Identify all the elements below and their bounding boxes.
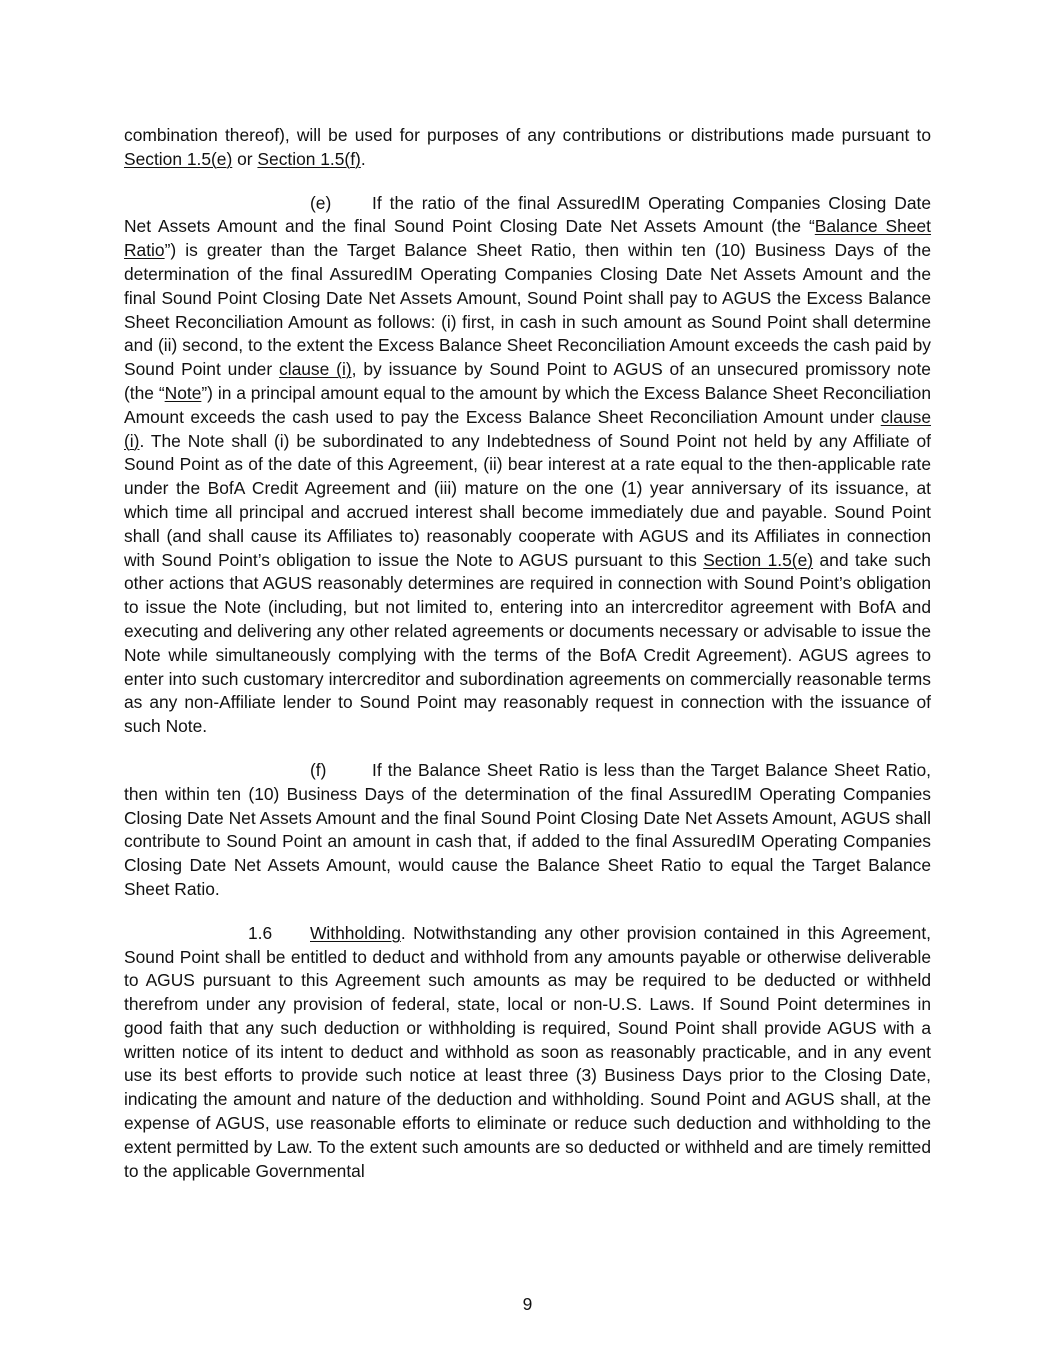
section-reference-1-5e: Section 1.5(e) [124, 148, 233, 169]
clause-reference-i: clause (i) [279, 359, 352, 380]
document-page [124, 124, 931, 1203]
paragraph-text: . [360, 148, 366, 169]
section-reference-1-5e: Section 1.5(e) [703, 549, 814, 570]
paragraph-text: ”) in a principal amount equal to the amount by which the Excess Balance Sheet Reconciliation Amount exceeds the cash used to pay the Excess Balance Sheet Reconciliation Amount under [124, 382, 931, 427]
paragraph-label-e: (e) [310, 192, 332, 213]
paragraph-text: If the ratio of the final AssuredIM Operating Companies Closing Date Net Assets Amount and the final Sound Point Closing Date Net Assets Amount (the “ [124, 192, 931, 237]
paragraph-text: , by issuance by Sound Point to AGUS of an unsecured promissory note (the “ [124, 359, 931, 403]
paragraph-text: . The Note shall (i) be subordinated to any Indebtedness of Sound Point not held by any Affiliate of Sound Point as of the date of this Agreement, (ii) bear interest at a rate equal to the then-applicable rate under the BofA Credit Agreement and (iii) mature on the one (1) year anniversary of its issuance, at which time all principal and accrued interest shall become immediately due and payable. Sound Point shall (and shall cause its Affiliates to) reasonably cooperate with AGUS and its Affiliates in connection with Sound Point’s obligation to issue the Note to AGUS pursuant to this [124, 430, 931, 570]
paragraph-text: and take such other actions that AGUS reasonably determines are required in connection with Sound Point’s obligation to issue the Note (including, but not limited to, entering into an intercreditor agreement with BofA and executing and delivering any other related agreements or documents necessary or advisable to issue the Note while simultaneously complying with the terms of the BofA Credit Agreement). AGUS agrees to enter into such customary intercreditor and subordination agreements on commercially reasonable terms as any non-Affiliate lender to Sound Point may reasonably request in connection with the issuance of such Note. [124, 549, 931, 737]
paragraph-text: ”) is greater than the Target Balance Sheet Ratio, then within ten (10) Business Days of the determination of the final AssuredIM Operating Companies Closing Date Net Assets Amount and the final Sound Point Closing Date Net Assets Amount, Sound Point shall pay to AGUS the Excess Balance Sheet Reconciliation Amount as follows: (i) first, in cash in such amount as Sound Point shall determine and (ii) second, to the extent the Excess Balance Sheet Reconciliation Amount exceeds the cash paid by Sound Point under [124, 240, 931, 380]
paragraph-text: If the Balance Sheet Ratio is less than the Target Balance Sheet Ratio, then within ten (10) Business Days of the determination of the final AssuredIM Operating Companies Closing Date Net Assets Amount and the final Sound Point Closing Date Net Assets Amount, AGUS shall contribute to Sound Point an amount in cash that, if added to the final AssuredIM Operating Companies Closing Date Net Assets Amount, would cause the Balance Sheet Ratio to equal the Target Balance Sheet Ratio. [124, 759, 931, 899]
section-heading: Withholding [310, 922, 401, 943]
page-number: 9 [522, 1294, 533, 1314]
paragraph-e [124, 192, 931, 739]
paragraph-text: combination thereof), will be used for purposes of any contributions or distributions made pursuant to [124, 125, 931, 145]
section-number: 1.6 [248, 922, 273, 943]
defined-term-balance-sheet-ratio: Balance Sheet Ratio [124, 216, 932, 261]
clause-reference-i: clause (i) [124, 406, 931, 451]
paragraph-continuation [124, 124, 931, 172]
section-1-6-withholding [124, 922, 931, 1184]
paragraph-f [124, 759, 931, 902]
paragraph-text: or [232, 148, 258, 169]
paragraph-text: . Notwithstanding any other provision contained in this Agreement, Sound Point shall be entitled to deduct and withhold from any amounts payable or otherwise deliverable to AGUS pursuant to this Agreement such amounts as may be required to be deducted or withheld therefrom under any provision of federal, state, local or non-U.S. Laws. If Sound Point determines in good faith that any such deduction or withholding is required, Sound Point shall provide AGUS with a written notice of its intent to deduct and withhold as soon as reasonably practicable, and in any event use its best efforts to provide such notice at least three (3) Business Days prior to the Closing Date, indicating the amount and nature of the deduction and withholding. Sound Point and AGUS shall, at the expense of AGUS, use reasonable efforts to eliminate or reduce such deduction and withholding to the extent permitted by Law. To the extent such amounts are so deducted or withheld and are timely remitted to the applicable Governmental [124, 922, 931, 1181]
section-reference-1-5f: Section 1.5(f) [257, 148, 361, 169]
defined-term-note: Note [164, 382, 202, 403]
paragraph-label-f: (f) [310, 759, 327, 780]
